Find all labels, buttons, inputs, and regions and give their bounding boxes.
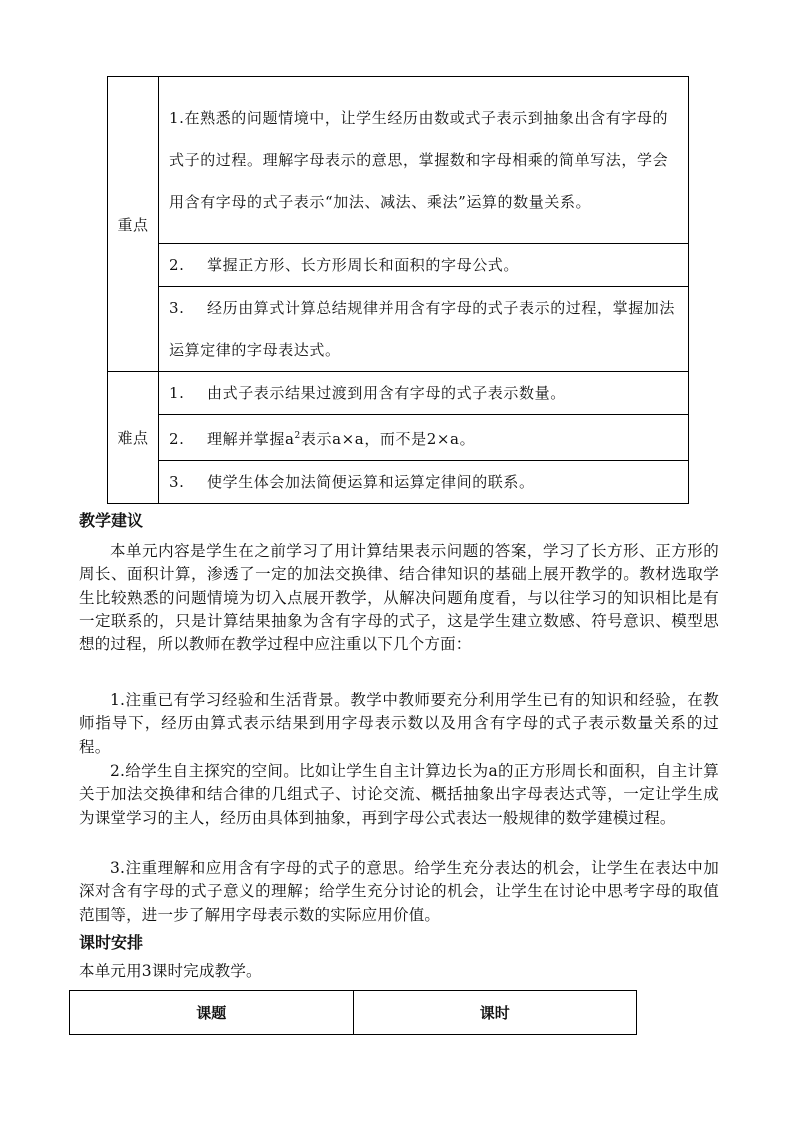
item-number: 2. bbox=[169, 430, 185, 448]
superscript: 2 bbox=[294, 431, 301, 441]
schedule-heading: 课时安排 bbox=[79, 933, 144, 952]
teaching-advice-heading: 教学建议 bbox=[79, 511, 144, 530]
column-header-periods: 课时 bbox=[353, 991, 637, 1035]
item-number: 3. bbox=[169, 473, 185, 491]
difficulties-label: 难点 bbox=[108, 372, 159, 504]
item-number: 1. bbox=[169, 384, 185, 402]
key-point-item-2: 2. 掌握正方形、长方形周长和面积的字母公式。 bbox=[159, 244, 689, 287]
advice-paragraph-3: 3.注重理解和应用含有字母的式子的意思。给学生充分表达的机会，让学生在表达中加深对含有字母的式子意义的理解；给学生充分讨论的机会，让学生在讨论中思考字母的取值范围等，进一步了解用字母表示数的实际应用价值。 bbox=[79, 859, 719, 924]
key-points-label: 重点 bbox=[108, 77, 159, 372]
column-header-topic: 课题 bbox=[70, 991, 354, 1035]
schedule-intro: 本单元用3课时完成教学。 bbox=[79, 962, 262, 980]
schedule-table bbox=[69, 990, 637, 1035]
key-point-item-1: 1.在熟悉的问题情境中，让学生经历由数或式子表示到抽象出含有字母的式子的过程。理解字母表示的意思，掌握数和字母相乘的简单写法，学会用含有字母的式子表示“加法、减法、乘法”运算的数量关系。 bbox=[159, 77, 689, 244]
advice-paragraph-2: 2.给学生自主探究的空间。比如让学生自主计算边长为a的正方形周长和面积，自主计算关于加法交换律和结合律的几组式子、讨论交流、概括抽象出字母表达式等，一定让学生成为课堂学习的主人，经历由具体到抽象，再到字母公式表达一般规律的数学建模过程。 bbox=[79, 762, 719, 827]
advice-paragraph-1: 1.注重已有学习经验和生活背景。教学中教师要充分利用学生已有的知识和经验，在教师指导下，经历由算式表示结果到用字母表示数以及用含有字母的式子表示数量关系的过程。 bbox=[79, 691, 719, 756]
key-points-table bbox=[107, 76, 689, 504]
item-number: 2. bbox=[169, 256, 185, 274]
difficulty-item-2: 2. 理解并掌握$a^2$表示a×a，而不是2×a。 bbox=[159, 415, 689, 461]
advice-paragraph-intro: 本单元内容是学生在之前学习了用计算结果表示问题的答案，学习了长方形、正方形的周长、面积计算，渗透了一定的加法交换律、结合律知识的基础上展开教学的。教材选取学生比较熟悉的问题情境为切入点展开教学，从解决问题角度看，与以往学习的知识相比是有一定联系的，只是计算结果抽象为含有字母的式子，这是学生建立数感、符号意识、模型思想的过程，所以教师在教学过程中应注重以下几个方面： bbox=[79, 542, 719, 654]
key-point-item-3: 3. 经历由算式计算总结规律并用含有字母的式子表示的过程，掌握加法运算定律的字母表达式。 bbox=[159, 287, 689, 372]
item-number: 3. bbox=[169, 299, 185, 317]
difficulty-item-3: 3. 使学生体会加法简便运算和运算定律间的联系。 bbox=[159, 461, 689, 504]
difficulty-item-1: 1. 由式子表示结果过渡到用含有字母的式子表示数量。 bbox=[159, 372, 689, 415]
